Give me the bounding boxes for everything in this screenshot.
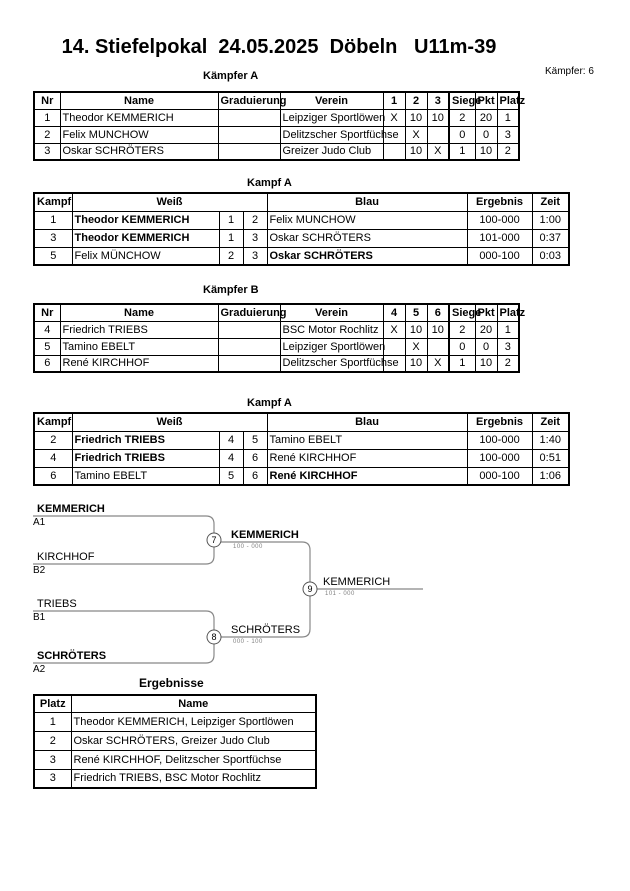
result-row (34, 750, 316, 769)
fights-b-title: Kampf A (247, 397, 292, 409)
cell-n1: 4 (219, 431, 243, 449)
cell-platz: 2 (497, 355, 519, 372)
col-header-1: 1 (383, 92, 405, 109)
cell-n1: 4 (219, 449, 243, 467)
cell-name: Felix MUNCHOW (60, 126, 218, 143)
cell-name: Theodor KEMMERICH, Leipziger Sportlöwen (71, 712, 316, 731)
cell-r2: 10 (405, 321, 427, 338)
bracket-seed-b2: B2 (33, 565, 46, 576)
col-header-nr: Nr (34, 92, 60, 109)
cell-blau: Felix MUNCHOW (267, 211, 467, 229)
cell-pkt: 10 (475, 355, 497, 372)
cell-zeit: 0:51 (532, 449, 569, 467)
match-number-8: 8 (211, 632, 217, 642)
cell-platz: 1 (497, 321, 519, 338)
cell-ergebnis: 100-000 (467, 431, 532, 449)
col-header-2: 2 (405, 92, 427, 109)
bracket-seed-b1: B1 (33, 612, 46, 623)
cell-name: René KIRCHHOF, Delitzscher Sportfüchse (71, 750, 316, 769)
cell-name: René KIRCHHOF (60, 355, 218, 372)
cell-platz: 2 (34, 731, 71, 750)
col-header-graduierung: Graduierung (218, 92, 280, 109)
cell-nr: 4 (34, 321, 60, 338)
results-table (33, 694, 317, 789)
cell-n1: 1 (219, 211, 243, 229)
cell-nr: 3 (34, 143, 60, 160)
bracket-player-b1: TRIEBS (37, 598, 77, 610)
cell-r2: X (405, 338, 427, 355)
match-number-7: 7 (211, 535, 217, 545)
cell-blau: René KIRCHHOF (267, 449, 467, 467)
cell-platz: 2 (497, 143, 519, 160)
cell-r2: 10 (405, 143, 427, 160)
bracket-player-b2: KIRCHHOF (37, 551, 95, 563)
cell-name: Oskar SCHRÖTERS, Greizer Judo Club (71, 731, 316, 750)
cell-platz: 3 (34, 750, 71, 769)
cell-pkt: 10 (475, 143, 497, 160)
cell-siege: 1 (449, 355, 475, 372)
cell-weiss: Theodor KEMMERICH (72, 211, 219, 229)
cell-zeit: 0:03 (532, 247, 569, 265)
bracket-player-a1: KEMMERICH (37, 503, 105, 515)
col-header-5: 5 (405, 304, 427, 321)
col-header-ergebnis: Ergebnis (467, 413, 532, 431)
col-header-zeit: Zeit (532, 413, 569, 431)
cell-kampf: 4 (34, 449, 72, 467)
cell-name: Theodor KEMMERICH (60, 109, 218, 126)
page-title: 14. Stiefelpokal 24.05.2025 Döbeln U11m-39 (61, 36, 497, 58)
col-header-ergebnis: Ergebnis (467, 193, 532, 211)
cell-kampf: 5 (34, 247, 72, 265)
cell-siege: 1 (449, 143, 475, 160)
col-header-zeit: Zeit (532, 193, 569, 211)
col-header-kampf: Kampf (34, 193, 72, 211)
cell-kampf: 3 (34, 229, 72, 247)
cell-n2: 2 (243, 211, 267, 229)
cell-verein: Greizer Judo Club (280, 143, 383, 160)
semifinal-1-winner: KEMMERICH (231, 529, 299, 541)
cell-nr: 6 (34, 355, 60, 372)
cell-n2: 3 (243, 229, 267, 247)
col-header-name: Name (60, 304, 218, 321)
semifinal-1-score: 100 - 000 (233, 544, 263, 550)
bracket-seed-a1: A1 (33, 517, 46, 528)
cell-pkt: 0 (475, 338, 497, 355)
col-header-graduierung: Graduierung (218, 304, 280, 321)
cell-r3: X (427, 355, 449, 372)
cell-platz: 1 (34, 712, 71, 731)
col-header-verein: Verein (280, 304, 383, 321)
col-header-weiss: Weiß (72, 413, 267, 431)
col-header-siege: Siege (449, 304, 475, 321)
col-header-verein: Verein (280, 92, 383, 109)
cell-ergebnis: 101-000 (467, 229, 532, 247)
col-header-4: 4 (383, 304, 405, 321)
cell-siege: 2 (449, 109, 475, 126)
cell-nr: 1 (34, 109, 60, 126)
cell-r3: 10 (427, 321, 449, 338)
cell-r2: 10 (405, 355, 427, 372)
col-header-name: Name (60, 92, 218, 109)
cell-r2: X (405, 126, 427, 143)
result-row (34, 769, 316, 788)
cell-weiss: Theodor KEMMERICH (72, 229, 219, 247)
cell-r1: X (383, 109, 405, 126)
cell-blau: Oskar SCHRÖTERS (267, 229, 467, 247)
cell-verein: Leipziger Sportlöwen (280, 109, 383, 126)
cell-name: Tamino EBELT (60, 338, 218, 355)
col-header-blau: Blau (267, 413, 467, 431)
cell-pkt: 20 (475, 109, 497, 126)
col-header-pkt: Pkt (475, 92, 497, 109)
cell-nr: 5 (34, 338, 60, 355)
cell-blau: Oskar SCHRÖTERS (267, 247, 467, 265)
final-score: 101 - 000 (325, 591, 355, 597)
cell-weiss: Tamino EBELT (72, 467, 219, 485)
col-header-nr: Nr (34, 304, 60, 321)
col-header-platz: Platz (34, 695, 71, 712)
cell-n2: 3 (243, 247, 267, 265)
col-header-6: 6 (427, 304, 449, 321)
cell-verein: Delitzscher Sportfüchse (280, 355, 383, 372)
result-row (34, 731, 316, 750)
cell-verein: Delitzscher Sportfüchse (280, 126, 383, 143)
cell-weiss: Friedrich TRIEBS (72, 431, 219, 449)
col-header-blau: Blau (267, 193, 467, 211)
cell-r3: 10 (427, 109, 449, 126)
cell-blau: Tamino EBELT (267, 431, 467, 449)
bracket-seed-a2: A2 (33, 664, 46, 675)
cell-ergebnis: 000-100 (467, 467, 532, 485)
cell-n1: 2 (219, 247, 243, 265)
cell-r2: 10 (405, 109, 427, 126)
col-header-pkt: Pkt (475, 304, 497, 321)
results-header-row (34, 695, 316, 712)
col-header-platz: Platz (497, 92, 519, 109)
fights-a-title: Kampf A (247, 177, 292, 189)
cell-ergebnis: 100-000 (467, 449, 532, 467)
cell-ergebnis: 100-000 (467, 211, 532, 229)
cell-platz: 3 (497, 338, 519, 355)
cell-blau: René KIRCHHOF (267, 467, 467, 485)
cell-zeit: 1:40 (532, 431, 569, 449)
cell-name: Friedrich TRIEBS, BSC Motor Rochlitz (71, 769, 316, 788)
semifinal-2-score: 000 - 100 (233, 639, 263, 645)
cell-name: Oskar SCHRÖTERS (60, 143, 218, 160)
cell-weiss: Felix MÜNCHOW (72, 247, 219, 265)
semifinal-2-winner: SCHRÖTERS (231, 624, 301, 636)
cell-zeit: 1:06 (532, 467, 569, 485)
cell-ergebnis: 000-100 (467, 247, 532, 265)
cell-n2: 5 (243, 431, 267, 449)
cell-n1: 5 (219, 467, 243, 485)
cell-verein: Leipziger Sportlöwen (280, 338, 383, 355)
result-row (34, 712, 316, 731)
col-header-platz: Platz (497, 304, 519, 321)
cell-kampf: 2 (34, 431, 72, 449)
cell-pkt: 20 (475, 321, 497, 338)
final-winner: KEMMERICH (323, 576, 391, 588)
cell-zeit: 1:00 (532, 211, 569, 229)
cell-verein: BSC Motor Rochlitz (280, 321, 383, 338)
col-header-name: Name (71, 695, 316, 712)
cell-nr: 2 (34, 126, 60, 143)
fighter-count: Kämpfer: 6 (545, 66, 594, 77)
cell-platz: 1 (497, 109, 519, 126)
cell-name: Friedrich TRIEBS (60, 321, 218, 338)
col-header-3: 3 (427, 92, 449, 109)
cell-n1: 1 (219, 229, 243, 247)
cell-weiss: Friedrich TRIEBS (72, 449, 219, 467)
bracket-player-a2: SCHRÖTERS (37, 650, 107, 662)
cell-platz: 3 (34, 769, 71, 788)
cell-r1: X (383, 321, 405, 338)
cell-kampf: 1 (34, 211, 72, 229)
col-header-siege: Siege (449, 92, 475, 109)
cell-r3: X (427, 143, 449, 160)
cell-n2: 6 (243, 449, 267, 467)
cell-siege: 0 (449, 126, 475, 143)
cell-kampf: 6 (34, 467, 72, 485)
col-header-weiss: Weiß (72, 193, 267, 211)
col-header-kampf: Kampf (34, 413, 72, 431)
cell-platz: 3 (497, 126, 519, 143)
results-title: Ergebnisse (139, 676, 204, 690)
pool-b-title: Kämpfer B (203, 284, 259, 296)
cell-siege: 0 (449, 338, 475, 355)
cell-pkt: 0 (475, 126, 497, 143)
cell-siege: 2 (449, 321, 475, 338)
match-number-9: 9 (307, 584, 313, 594)
pool-a-title: Kämpfer A (203, 70, 259, 82)
cell-n2: 6 (243, 467, 267, 485)
cell-zeit: 0:37 (532, 229, 569, 247)
